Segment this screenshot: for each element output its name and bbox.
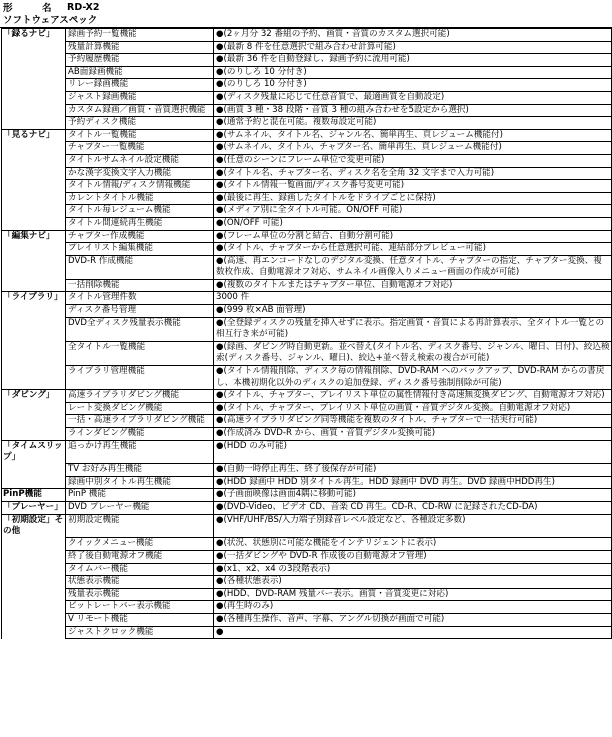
category-label: 「プレーヤー」	[2, 502, 66, 515]
bullet-icon: ●	[216, 402, 224, 413]
description-text: (x1、x2、x4 の3段階表示)	[223, 563, 331, 574]
feature-name: ビットレートバー表示機能	[66, 601, 214, 614]
bullet-icon: ●	[216, 117, 224, 128]
table-row	[2, 117, 612, 130]
feature-name: タイトル情報/ディスク情報機能	[66, 180, 214, 193]
feature-name: DVD-R 作成機能	[66, 255, 214, 279]
bullet-icon: ●	[216, 390, 224, 401]
bullet-icon: ●	[216, 538, 224, 549]
bullet-icon: ●	[216, 341, 224, 352]
category-label: 「編集ナビ」	[2, 230, 66, 243]
table-row	[2, 588, 612, 601]
description-text: (複数のタイトルまたはチャプター単位、自動電源オフ対応)	[223, 279, 453, 290]
feature-description	[214, 243, 612, 256]
feature-name: クイックメニュー機能	[66, 538, 214, 551]
category-cell	[2, 91, 66, 104]
description-text: (全登録ディスクの残量を挿入せずに表示。指定画質・音質による再計算表示、全タイトル一覧との相互行き来が可能)	[216, 317, 605, 340]
feature-name: ディスク番号管理	[66, 305, 214, 318]
description-text: (タイトル、チャプター、プレイリスト単位の属性情報付き高速無変換ダビング、自動電源オフ対応)	[223, 390, 605, 401]
category-label: 「タイムスリップ」	[2, 440, 66, 464]
description-text: (高速、再エンコードなしのデジタル変換、任意タイトル、チャプターの指定、チャプター変換、複数枚作成、自動電源オフ対応、サムネイル画像入りメニュー画面の作成が可能)	[216, 255, 602, 278]
category-cell	[2, 613, 66, 626]
bullet-icon: ●	[216, 563, 224, 574]
description-text: (フレーム単位の分割と結合、自動分割可能)	[223, 230, 394, 241]
bullet-icon: ●	[216, 255, 224, 266]
feature-name: PinP 機能	[66, 489, 214, 502]
category-label: 「見るナビ」	[2, 129, 66, 142]
description-text: (録画、ダビング時自動更新。並べ替え(タイトル名、ディスク番号、ジャンル、曜日、日付)、絞込検索(ディスク番号、ジャンル、曜日)、絞込+並べ替え検索の複合が可能)	[216, 341, 610, 364]
bullet-icon: ●	[216, 29, 224, 39]
feature-description	[214, 538, 612, 551]
feature-description	[214, 292, 612, 305]
bullet-icon: ●	[216, 428, 224, 438]
table-row	[2, 428, 612, 441]
feature-name: 状態表示機能	[66, 576, 214, 589]
table-row	[2, 402, 612, 415]
feature-description	[214, 576, 612, 589]
feature-name: ライブラリ管理機能	[66, 366, 214, 390]
bullet-icon: ●	[216, 180, 224, 191]
bullet-icon: ●	[216, 305, 224, 316]
category-cell	[2, 626, 66, 639]
table-row	[2, 292, 612, 305]
table-row	[2, 192, 612, 205]
table-row	[2, 29, 612, 42]
table-row	[2, 205, 612, 218]
table-row	[2, 279, 612, 292]
description-text: (VHF/UHF/BS/入力端子別録音レベル設定など、各種設定多数)	[223, 514, 466, 525]
bullet-icon: ●	[216, 129, 224, 140]
feature-description	[214, 41, 612, 54]
table-row	[2, 502, 612, 515]
category-cell	[2, 402, 66, 415]
category-cell	[2, 305, 66, 318]
description-text: (2ヶ月分 32 番組の予約、画質・音質のカスタム選択可能)	[223, 29, 450, 39]
category-label: 「ダビング」	[2, 390, 66, 403]
feature-name: 予約履歴機能	[66, 54, 214, 67]
description-text: (再生時のみ)	[223, 601, 274, 612]
bullet-icon: ●	[216, 230, 224, 241]
feature-name: AB面録画機能	[66, 66, 214, 79]
feature-description	[214, 217, 612, 230]
table-row	[2, 180, 612, 193]
feature-name: DVD プレーヤー機能	[66, 502, 214, 515]
description-text: (タイトル名、チャプター名、ディスク名を全角 32 文字まで入力可能)	[223, 167, 495, 178]
table-row	[2, 464, 612, 477]
feature-name: ジャストクロック機能	[66, 626, 214, 639]
description-text: (最後に再生、録画したタイトルをドライブごとに保持)	[223, 192, 436, 203]
description-text: (のりしろ 10 分付き)	[223, 66, 307, 77]
table-row	[2, 91, 612, 104]
description-text: (最新 36 件を自動登録し、録画予約に流用可能)	[223, 54, 410, 65]
feature-description	[214, 167, 612, 180]
feature-description	[214, 601, 612, 614]
feature-name: DVD全ディスク残量表示機能	[66, 317, 214, 341]
table-row	[2, 476, 612, 489]
bullet-icon: ●	[216, 550, 224, 561]
feature-name: 録画中別タイトル再生機能	[66, 476, 214, 489]
category-cell	[2, 180, 66, 193]
spec-title: ソフトウェアスペック	[0, 14, 612, 28]
feature-name: かな漢字変換文字入力機能	[66, 167, 214, 180]
table-row	[2, 317, 612, 341]
table-row	[2, 538, 612, 551]
bullet-icon: ●	[216, 205, 224, 216]
feature-description	[214, 180, 612, 193]
feature-name: カスタム録画／画質・音質選択機能	[66, 104, 214, 117]
feature-description	[214, 117, 612, 130]
bullet-icon: ●	[216, 66, 224, 77]
feature-name: チャプター一覧機能	[66, 142, 214, 155]
feature-description	[214, 192, 612, 205]
table-row	[2, 167, 612, 180]
feature-description	[214, 205, 612, 218]
feature-name: 残量表示機能	[66, 588, 214, 601]
feature-name: TV お好み再生機能	[66, 464, 214, 477]
table-row	[2, 514, 612, 538]
table-row	[2, 415, 612, 428]
feature-name: 高速ライブラリダビング機能	[66, 390, 214, 403]
feature-description	[214, 317, 612, 341]
description-text: (HDD、DVD-RAM 残量バー表示。画質・音質変更に対応)	[223, 588, 449, 599]
feature-description	[214, 489, 612, 502]
feature-name: 録画予約一覧機能	[66, 29, 214, 42]
description-text: (ディスク残量に応じて任意音質で、最適画質を自動設定)	[223, 91, 445, 102]
bullet-icon: ●	[216, 415, 224, 426]
table-row	[2, 54, 612, 67]
feature-description	[214, 142, 612, 155]
feature-name: 初期設定機能	[66, 514, 214, 538]
bullet-icon: ●	[216, 91, 224, 102]
category-cell	[2, 205, 66, 218]
bullet-icon: ●	[216, 489, 224, 500]
category-cell	[2, 538, 66, 551]
feature-description	[214, 154, 612, 167]
table-row	[2, 563, 612, 576]
feature-description	[214, 514, 612, 538]
category-cell	[2, 54, 66, 67]
feature-name: 追っかけ再生機能	[66, 440, 214, 464]
description-text: (タイトル、チャプターから任意選択可能、連結部分プレビュー可能)	[223, 243, 486, 254]
description-text: (タイトル、チャプター、プレイリスト単位の画質・音質デジタル変換。自動電源オフ対応)	[223, 402, 571, 413]
document-header	[0, 0, 612, 14]
description-text: (のりしろ 10 分付き)	[223, 79, 307, 90]
table-row	[2, 255, 612, 279]
table-row	[2, 366, 612, 390]
table-row	[2, 243, 612, 256]
description-text: (999 枚×AB 面管理)	[223, 305, 306, 316]
bullet-icon: ●	[216, 167, 224, 178]
feature-name: タイムバー機能	[66, 563, 214, 576]
feature-name: 予約ディスク機能	[66, 117, 214, 130]
feature-description	[214, 626, 612, 639]
bullet-icon: ●	[216, 217, 224, 228]
table-row	[2, 341, 612, 365]
feature-description	[214, 366, 612, 390]
category-label: PinP機能	[2, 489, 66, 502]
category-cell	[2, 279, 66, 292]
feature-description	[214, 588, 612, 601]
category-cell	[2, 255, 66, 279]
bullet-icon: ●	[216, 502, 224, 513]
description-text: (一括ダビングや DVD-R 作成後の自動電源オフ管理)	[223, 550, 427, 561]
category-label: 「録るナビ」	[2, 29, 66, 42]
category-cell	[2, 563, 66, 576]
feature-name: ジャスト録画機能	[66, 91, 214, 104]
feature-description	[214, 91, 612, 104]
table-row	[2, 217, 612, 230]
table-row	[2, 41, 612, 54]
category-cell	[2, 464, 66, 477]
description-text: (HDD のみ可能)	[223, 440, 288, 451]
category-cell	[2, 550, 66, 563]
description-text: (タイトル情報一覧画面/ディスク番号変更可能)	[223, 180, 405, 191]
description-text: (作成済み DVD-R から、画質・音質デジタル変換可能)	[223, 428, 436, 438]
feature-name: チャプター作成機能	[66, 230, 214, 243]
category-cell	[2, 154, 66, 167]
bullet-icon: ●	[216, 79, 224, 90]
description-text: (最新 8 件を任意選択で組み合わせ計算可能)	[223, 41, 396, 52]
description-text: (自動一時停止再生、終了後保存が可能)	[223, 464, 377, 475]
description-text: (高速ライブラリダビング同等機能を複数のタイトル、チャプターで一括実行可能)	[223, 415, 538, 426]
feature-name: タイトル毎レジューム機能	[66, 205, 214, 218]
bullet-icon: ●	[216, 626, 224, 637]
bullet-icon: ●	[216, 613, 224, 624]
bullet-icon: ●	[216, 440, 224, 451]
table-row	[2, 104, 612, 117]
feature-description	[214, 279, 612, 292]
category-cell	[2, 79, 66, 92]
bullet-icon: ●	[216, 576, 224, 587]
description-text: (通常予約と混在可能。複数毎設定可能)	[223, 117, 377, 128]
feature-description	[214, 230, 612, 243]
feature-description	[214, 54, 612, 67]
category-cell	[2, 41, 66, 54]
feature-name: レート変換ダビング機能	[66, 402, 214, 415]
category-cell	[2, 415, 66, 428]
feature-description	[214, 29, 612, 42]
feature-description	[214, 415, 612, 428]
bullet-icon: ●	[216, 514, 224, 525]
feature-description	[214, 66, 612, 79]
description-text: (DVD-Video、ビデオ CD、音楽 CD 再生。CD-R、CD-RW に記録されたCD-DA)	[223, 502, 538, 513]
feature-description	[214, 502, 612, 515]
feature-description	[214, 79, 612, 92]
feature-name: タイトルサムネイル設定機能	[66, 154, 214, 167]
category-cell	[2, 167, 66, 180]
feature-name: ラインダビング機能	[66, 428, 214, 441]
table-row	[2, 626, 612, 639]
bullet-icon: ●	[216, 317, 224, 328]
feature-name: タイトル一覧機能	[66, 129, 214, 142]
feature-name: リレー録画機能	[66, 79, 214, 92]
category-cell	[2, 142, 66, 155]
description-text: (サムネイル、タイトル、チャプター名、簡単再生、頁レジューム機能付)	[223, 142, 502, 153]
description-text: 3000 件	[216, 292, 250, 303]
bullet-icon: ●	[216, 476, 224, 487]
table-row	[2, 489, 612, 502]
table-row	[2, 576, 612, 589]
description-text: (任意のシーンにフレーム単位で変更可能)	[223, 154, 385, 165]
feature-description	[214, 550, 612, 563]
description-text: (HDD 録画中 HDD 別タイトル再生。HDD 録画中 DVD 再生。DVD 録画中HDD再生)	[223, 476, 555, 487]
table-row	[2, 142, 612, 155]
feature-description	[214, 563, 612, 576]
feature-description	[214, 390, 612, 403]
feature-description	[214, 129, 612, 142]
bullet-icon: ●	[216, 601, 224, 612]
description-text: (メディア別に全タイトル可能。ON/OFF 可能)	[223, 205, 403, 216]
spec-table	[1, 28, 612, 639]
feature-name: 全タイトル一覧機能	[66, 341, 214, 365]
description-text: (サムネイル、タイトル名、ジャンル名、簡単再生、頁レジューム機能付)	[223, 129, 503, 140]
table-row	[2, 66, 612, 79]
category-label: 「ライブラリ」	[2, 292, 66, 305]
feature-name: 一括・高速ライブラリダビング機能	[66, 415, 214, 428]
table-row	[2, 390, 612, 403]
bullet-icon: ●	[216, 279, 224, 290]
category-cell	[2, 576, 66, 589]
description-text: (ON/OFF 可能)	[223, 217, 283, 228]
feature-description	[214, 613, 612, 626]
bullet-icon: ●	[216, 54, 224, 65]
model-number: RD-X2	[67, 1, 100, 13]
feature-description	[214, 476, 612, 489]
feature-name: カレントタイトル機能	[66, 192, 214, 205]
feature-description	[214, 341, 612, 365]
bullet-icon: ●	[216, 192, 224, 203]
bullet-icon: ●	[216, 366, 224, 377]
feature-name: タイトル管理件数	[66, 292, 214, 305]
feature-name: タイトル間連続再生機能	[66, 217, 214, 230]
category-cell	[2, 104, 66, 117]
bullet-icon: ●	[216, 41, 224, 52]
category-cell	[2, 317, 66, 341]
feature-name: プレイリスト編集機能	[66, 243, 214, 256]
category-cell	[2, 243, 66, 256]
feature-description	[214, 255, 612, 279]
bullet-icon: ●	[216, 243, 224, 254]
table-row	[2, 129, 612, 142]
category-cell	[2, 366, 66, 390]
description-text: (タイトル情報削除、ディスク毎の情報削除、DVD-RAM へのバックアップ、DVD-RAM からの書戻し、本機初期化以外のディスクの追加登録、ディスク番号強制削除が可能)	[216, 366, 605, 388]
feature-name: 残量計算機能	[66, 41, 214, 54]
model-label: 形 名	[3, 3, 62, 14]
feature-description	[214, 428, 612, 441]
category-label: 「初期設定」その他	[2, 514, 66, 538]
bullet-icon: ●	[216, 464, 224, 475]
category-cell	[2, 601, 66, 614]
bullet-icon: ●	[216, 104, 224, 115]
category-cell	[2, 217, 66, 230]
description-text: (状況、状態別に可能な機能をインテリジェントに表示)	[223, 538, 437, 549]
bullet-icon: ●	[216, 142, 224, 153]
feature-description	[214, 440, 612, 464]
table-row	[2, 601, 612, 614]
feature-name: 一括削除機能	[66, 279, 214, 292]
feature-name: 終了後自動電源オフ機能	[66, 550, 214, 563]
table-row	[2, 230, 612, 243]
description-text: (各種状態表示)	[223, 576, 282, 587]
description-text: (子画面映像は画面4隅に移動可能)	[223, 489, 356, 500]
category-cell	[2, 428, 66, 441]
bullet-icon: ●	[216, 154, 224, 165]
category-cell	[2, 192, 66, 205]
feature-description	[214, 305, 612, 318]
table-row	[2, 440, 612, 464]
description-text: (画質 3 種・38 段階・音質 3 種の組み合わせを5設定から選択)	[223, 104, 469, 115]
table-row	[2, 154, 612, 167]
table-row	[2, 550, 612, 563]
category-cell	[2, 341, 66, 365]
category-cell	[2, 476, 66, 489]
category-cell	[2, 588, 66, 601]
feature-description	[214, 402, 612, 415]
table-row	[2, 305, 612, 318]
feature-description	[214, 104, 612, 117]
bullet-icon: ●	[216, 588, 224, 599]
description-text: (各種再生操作、音声、字幕、アングル切換が画面で可能)	[223, 613, 445, 624]
category-cell	[2, 117, 66, 130]
table-row	[2, 79, 612, 92]
category-cell	[2, 66, 66, 79]
feature-name: V リモート機能	[66, 613, 214, 626]
table-row	[2, 613, 612, 626]
feature-description	[214, 464, 612, 477]
